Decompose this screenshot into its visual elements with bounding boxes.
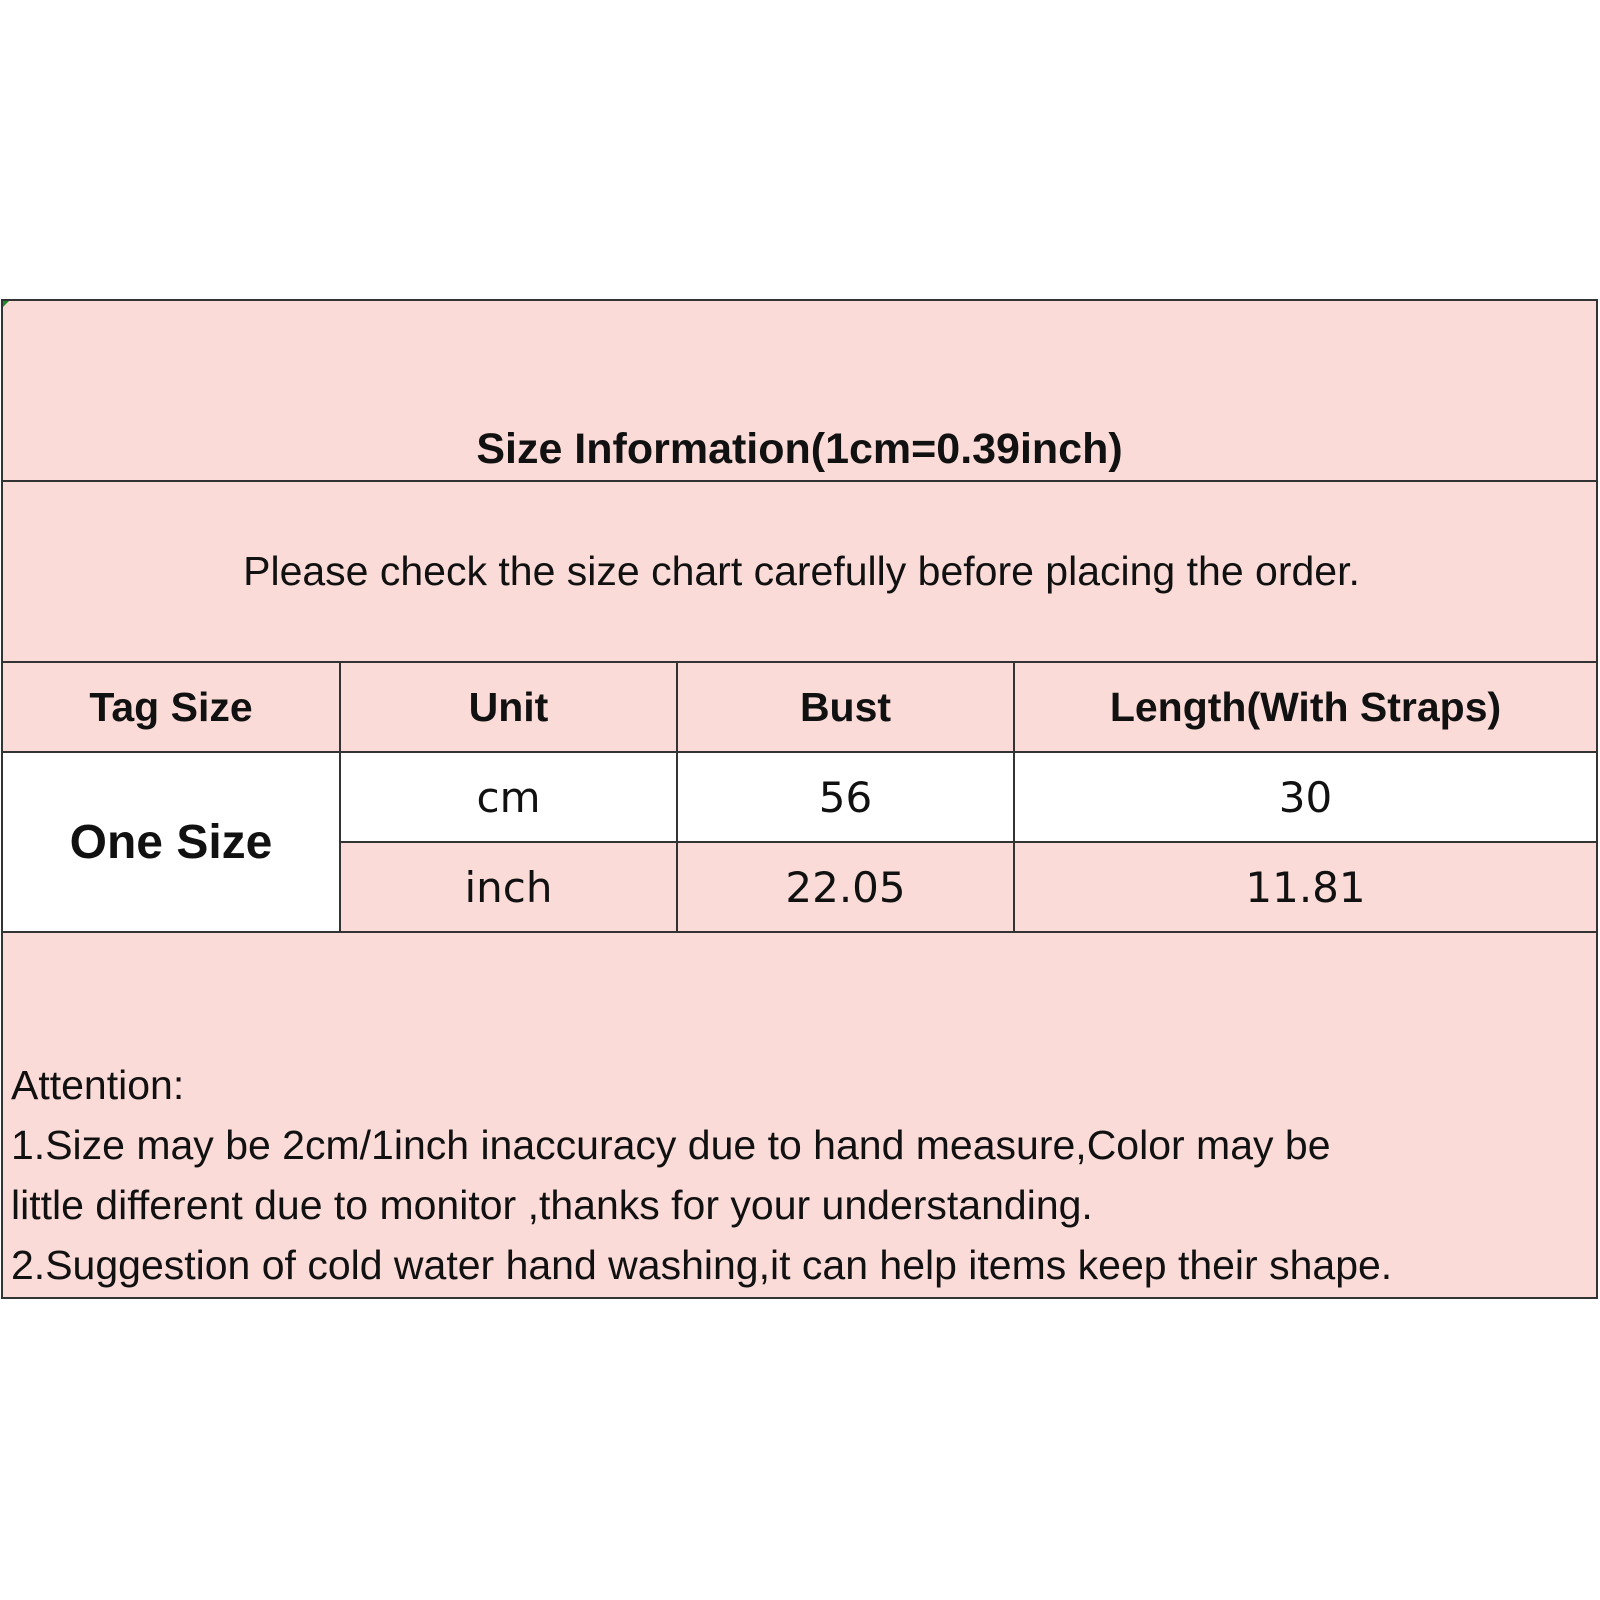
length-cell: 30 <box>1014 752 1596 842</box>
size-table <box>3 663 1596 933</box>
bust-cell: 56 <box>677 752 1014 842</box>
table-header-row <box>3 663 1596 752</box>
header-unit: Unit <box>340 663 677 752</box>
tag-size-cell: One Size <box>3 752 340 932</box>
length-cell: 11.81 <box>1014 842 1596 932</box>
attention-line: 2.Suggestion of cold water hand washing,it can help items keep their shape. <box>11 1242 1393 1288</box>
unit-cell: cm <box>340 752 677 842</box>
header-bust: Bust <box>677 663 1014 752</box>
attention-heading: Attention: <box>11 1062 185 1108</box>
size-info-title: Size Information(1cm=0.39inch) <box>476 425 1123 473</box>
attention-notes <box>11 1055 1588 1295</box>
table-row <box>3 752 1596 842</box>
title-row <box>3 301 1596 482</box>
bust-cell: 22.05 <box>677 842 1014 932</box>
header-length: Length(With Straps) <box>1014 663 1596 752</box>
size-chart <box>1 299 1598 1299</box>
unit-cell: inch <box>340 842 677 932</box>
notice-row <box>3 482 1596 663</box>
header-tag-size: Tag Size <box>3 663 340 752</box>
attention-line: 1.Size may be 2cm/1inch inaccuracy due to hand measure,Color may be <box>11 1122 1331 1168</box>
attention-line: little different due to monitor ,thanks for your understanding. <box>11 1182 1093 1228</box>
notice-text: Please check the size chart carefully before placing the order. <box>243 548 1360 594</box>
